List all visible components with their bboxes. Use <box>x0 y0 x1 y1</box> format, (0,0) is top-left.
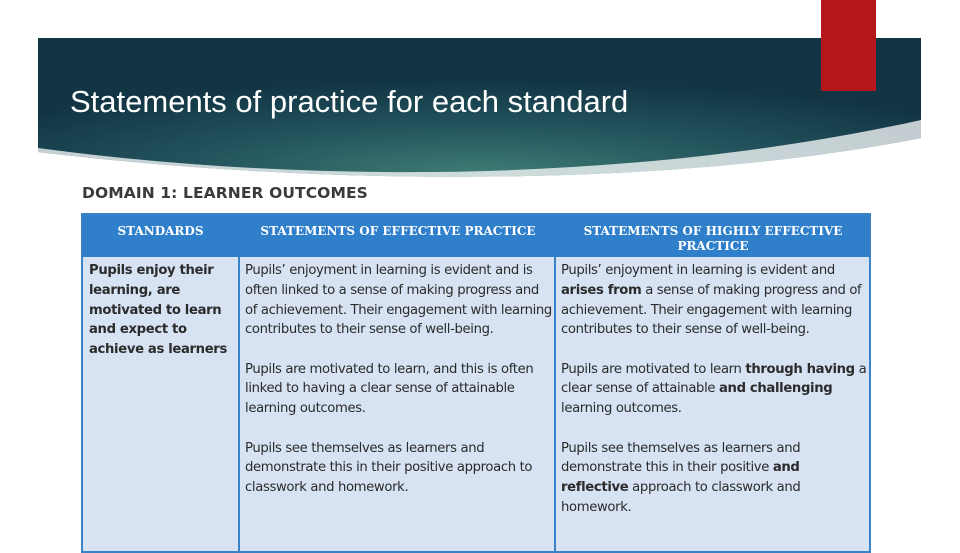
effective-practice-cell <box>245 261 553 517</box>
standard-text: Pupils enjoy their learning, are motivated to learn and expect to achieve as learners <box>89 263 227 358</box>
practice-table <box>81 213 871 553</box>
effective-statement: Pupils’ enjoyment in learning is evident and is often linked to a sense of making progress and of achievement. Their engagement with learning contributes to their sense of well-being. <box>245 263 552 338</box>
table-header-row <box>83 215 869 257</box>
column-divider <box>238 257 240 551</box>
highly-effective-statement: Pupils see themselves as learners and demonstrate this in their positive and reflective approach to classwork and homework. <box>561 440 801 515</box>
highly-effective-statement: Pupils’ enjoyment in learning is evident and arises from a sense of making progress and of achievement. Their engagement with learning contributes to their sense of well-being. <box>561 263 862 338</box>
highly-effective-statement: Pupils are motivated to learn through having a clear sense of attainable and challenging learning outcomes. <box>561 361 867 417</box>
accent-red-tab <box>821 0 876 91</box>
slide-title: Statements of practice for each standard <box>70 84 629 119</box>
standard-cell <box>89 261 233 379</box>
header-highly-effective-practice: STATEMENTS OF HIGHLY EFFECTIVE PRACTICE <box>583 224 843 253</box>
effective-statement: Pupils are motivated to learn, and this is often linked to having a clear sense of attainable learning outcomes. <box>245 361 534 417</box>
header-standards: STANDARDS <box>117 224 204 238</box>
header-effective-practice: STATEMENTS OF EFFECTIVE PRACTICE <box>260 224 536 238</box>
highly-effective-practice-cell <box>561 261 867 537</box>
column-divider <box>554 257 556 551</box>
effective-statement: Pupils see themselves as learners and demonstrate this in their positive approach to classwork and homework. <box>245 440 533 496</box>
domain-heading: DOMAIN 1: LEARNER OUTCOMES <box>82 184 368 202</box>
